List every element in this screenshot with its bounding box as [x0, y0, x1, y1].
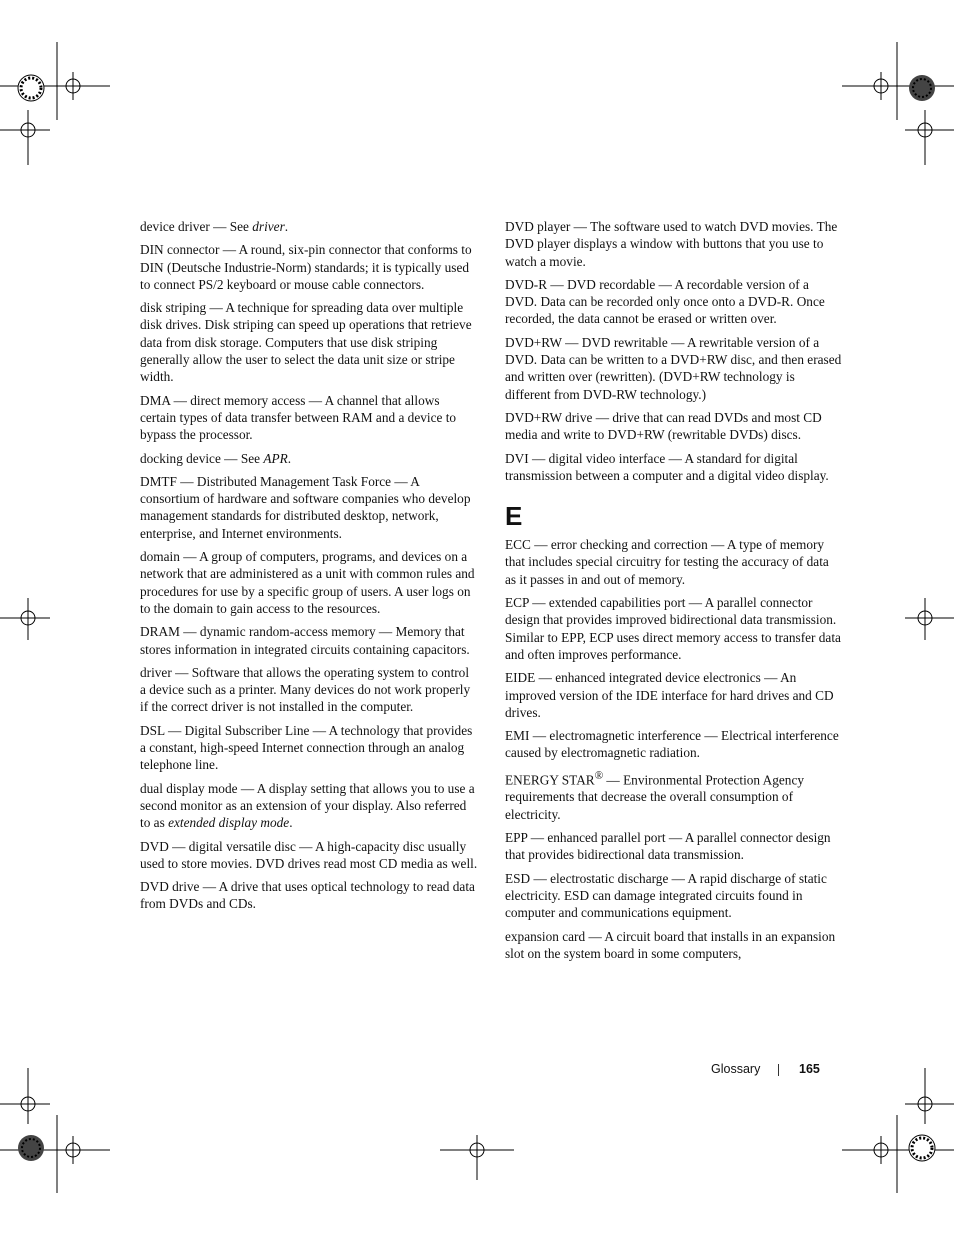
glossary-right-column	[505, 218, 843, 968]
term-separator: —	[530, 537, 551, 553]
glossary-entry	[505, 727, 843, 762]
glossary-definition: See	[229, 219, 253, 234]
footer-divider	[778, 1064, 779, 1076]
glossary-entry	[505, 450, 843, 485]
glossary-entry	[140, 548, 478, 617]
glossary-term: DMA	[140, 392, 171, 408]
glossary-entry	[140, 623, 478, 658]
glossary-definition: drive that can read DVDs and most CD media and write to DVD+RW (rewritable DVDs) discs.	[505, 409, 822, 443]
term-separator: —	[219, 242, 239, 258]
glossary-term: DIN connector	[140, 242, 220, 258]
term-separator: —	[164, 722, 185, 738]
glossary-entry	[140, 450, 478, 467]
glossary-left-column	[140, 218, 478, 919]
glossary-term: DVD+RW	[505, 334, 562, 350]
term-separator: —	[171, 664, 192, 680]
glossary-definition: enhanced integrated device electronics — An improved version of the IDE interface for hard drives and CD drives.	[505, 670, 834, 720]
glossary-term: ECP	[505, 595, 529, 611]
glossary-definition: dynamic random-access memory — Memory that stores information in integrated circuits containing capacitors.	[140, 624, 470, 657]
glossary-term: driver	[140, 664, 172, 680]
glossary-entry	[140, 838, 478, 873]
glossary-definition: A drive that uses optical technology to read data from DVDs and CDs.	[140, 879, 475, 912]
glossary-term: dual display mode	[140, 780, 238, 796]
term-separator: —	[179, 549, 200, 565]
glossary-definition: A round, six-pin connector that conforms to DIN (Deutsche Industrie-Norm) standards; it is typically used to connect PS/2 keyboard or mouse cable connectors.	[140, 242, 472, 292]
glossary-term: ESD	[505, 870, 531, 886]
term-separator: —	[585, 928, 605, 944]
glossary-entry	[505, 768, 843, 823]
glossary-term: docking device	[140, 450, 221, 466]
glossary-definition: DVD recordable — A recordable version of a DVD. Data can be recorded only once onto a DVD-R. Once recorded, the data cannot be erased or written over.	[505, 276, 825, 327]
glossary-entry	[505, 829, 843, 864]
glossary-definition: digital video interface — A standard for digital transmission between a computer and a digital video display.	[505, 450, 829, 483]
glossary-term: DVD+RW drive	[505, 409, 593, 425]
glossary-entry	[505, 536, 843, 588]
glossary-definition: A circuit board that installs in an expansion slot on the system board in some computers,	[505, 928, 836, 961]
term-separator: —	[527, 830, 548, 846]
definition-end: .	[287, 450, 292, 466]
glossary-definition: The software used to watch DVD movies. The DVD player displays a window with buttons that you use to watch a movie.	[505, 219, 838, 269]
section-heading: E	[505, 501, 523, 532]
definition-end: .	[284, 219, 289, 234]
glossary-entry	[505, 594, 843, 663]
glossary-entry	[505, 928, 843, 963]
glossary-entry	[140, 878, 478, 913]
glossary-entry	[140, 722, 478, 774]
glossary-definition: A display setting that allows you to use a second monitor as an extension of your display. Also referred to as	[140, 780, 475, 831]
glossary-term: DVD drive	[140, 879, 200, 895]
glossary-definition: Digital Subscriber Line — A technology that provides a constant, high-speed Internet connection through an analog telephone line.	[140, 722, 473, 773]
term-separator: —	[592, 409, 613, 425]
glossary-term: expansion card	[505, 928, 586, 944]
term-separator: —	[168, 838, 189, 854]
glossary-entry	[505, 218, 843, 270]
term-separator: —	[528, 595, 549, 611]
glossary-entry	[505, 276, 843, 328]
glossary-entry	[505, 870, 843, 922]
glossary-entry	[140, 218, 478, 235]
glossary-definition: error checking and correction — A type of memory that includes special circuitry for testing the accuracy of data as it passes in and out of memory.	[505, 537, 829, 587]
term-separator: —	[570, 219, 591, 234]
term-separator: —	[199, 879, 219, 895]
glossary-entry	[140, 299, 478, 385]
glossary-definition: A technique for spreading data over multiple disk drives. Disk striping can speed up operations that retrieve data from disk storage. Computers that use disk striping generally allow the user to select the data unit size or stripe width.	[140, 300, 472, 385]
term-separator: —	[170, 392, 191, 408]
term-separator: —	[220, 450, 241, 466]
cross-reference: driver	[252, 219, 285, 234]
glossary-term: EMI	[505, 728, 530, 744]
glossary-term: EIDE	[505, 670, 536, 686]
term-separator: —	[206, 300, 226, 316]
glossary-definition: electrostatic discharge — A rapid discharge of static electricity. ESD can damage integrated circuits found in computer and communications equipment.	[505, 870, 827, 921]
term-separator: —	[209, 219, 230, 234]
glossary-entry	[505, 334, 843, 403]
glossary-term: EPP	[505, 830, 528, 846]
glossary-definition: See	[240, 450, 264, 466]
glossary-entry	[505, 409, 843, 444]
glossary-entry	[505, 669, 843, 721]
glossary-definition: digital versatile disc — A high-capacity disc usually used to store movies. DVD drives read most CD media as well.	[140, 838, 478, 871]
page-number: 165	[799, 1062, 820, 1076]
glossary-entry	[140, 780, 478, 832]
term-separator: —	[528, 450, 549, 466]
glossary-entry	[140, 664, 478, 716]
glossary-term: DVD	[140, 838, 169, 854]
glossary-term: device driver	[140, 219, 210, 234]
term-separator: —	[547, 276, 568, 292]
registered-mark: ®	[594, 769, 604, 782]
term-separator: —	[561, 334, 582, 350]
term-separator: —	[237, 780, 257, 796]
term-separator: —	[535, 670, 556, 686]
glossary-definition: DVD rewritable — A rewritable version of a DVD. Data can be written to a DVD+RW disc, and then erased and written over (rewritten). (DVD+RW technology is different from DVD-RW technology.)	[505, 334, 842, 402]
glossary-term: ECC	[505, 537, 531, 553]
term-separator: —	[179, 624, 200, 640]
glossary-term: domain	[140, 549, 180, 565]
glossary-term: DVD player	[505, 219, 571, 234]
glossary-definition: electromagnetic interference — Electrical interference caused by electromagnetic radiation.	[505, 728, 839, 761]
glossary-entry	[140, 473, 478, 542]
glossary-definition: enhanced parallel port — A parallel connector design that provides bidirectional data transmission.	[505, 830, 831, 863]
cross-reference: APR	[263, 450, 288, 466]
term-separator: —	[529, 728, 550, 744]
glossary-definition: extended capabilities port — A parallel connector design that provides improved bidirectional data transmission. Similar to EPP, ECP uses direct memory access to transfer data and often improves performance.	[505, 595, 841, 662]
glossary-entry	[140, 392, 478, 444]
glossary-definition: direct memory access — A channel that allows certain types of data transfer between RAM and a device to bypass the processor.	[140, 392, 457, 443]
glossary-term: disk striping	[140, 300, 207, 316]
term-separator: —	[603, 772, 624, 788]
term-separator: —	[176, 473, 197, 489]
glossary-definition: A group of computers, programs, and devices on a network that are administered as a unit with common rules and procedures for use by a specific group of users. A user logs on to the domain to gain access to the resources.	[140, 549, 475, 616]
definition-end: .	[289, 815, 293, 831]
glossary-term: DSL	[140, 722, 165, 738]
glossary-definition: Environmental Protection Agency requirements that decrease the overall consumption of electricity.	[505, 772, 805, 822]
glossary-term: DRAM	[140, 624, 180, 640]
glossary-definition: Software that allows the operating system to control a device such as a printer. Many devices do not work properly if the correct driver is not installed in the computer.	[140, 664, 471, 715]
glossary-term: DMTF	[140, 473, 177, 489]
glossary-term: DVD-R	[505, 276, 548, 292]
glossary-term: ENERGY STAR	[505, 772, 595, 788]
term-separator: —	[530, 870, 551, 886]
glossary-entry	[140, 241, 478, 293]
glossary-term: DVI	[505, 450, 529, 466]
glossary-definition: Distributed Management Task Force — A consortium of hardware and software companies who develop management standards for distributed desktop, network, enterprise, and Internet environments.	[140, 473, 471, 541]
footer-section-label: Glossary	[711, 1062, 761, 1076]
cross-reference: extended display mode	[168, 815, 290, 831]
